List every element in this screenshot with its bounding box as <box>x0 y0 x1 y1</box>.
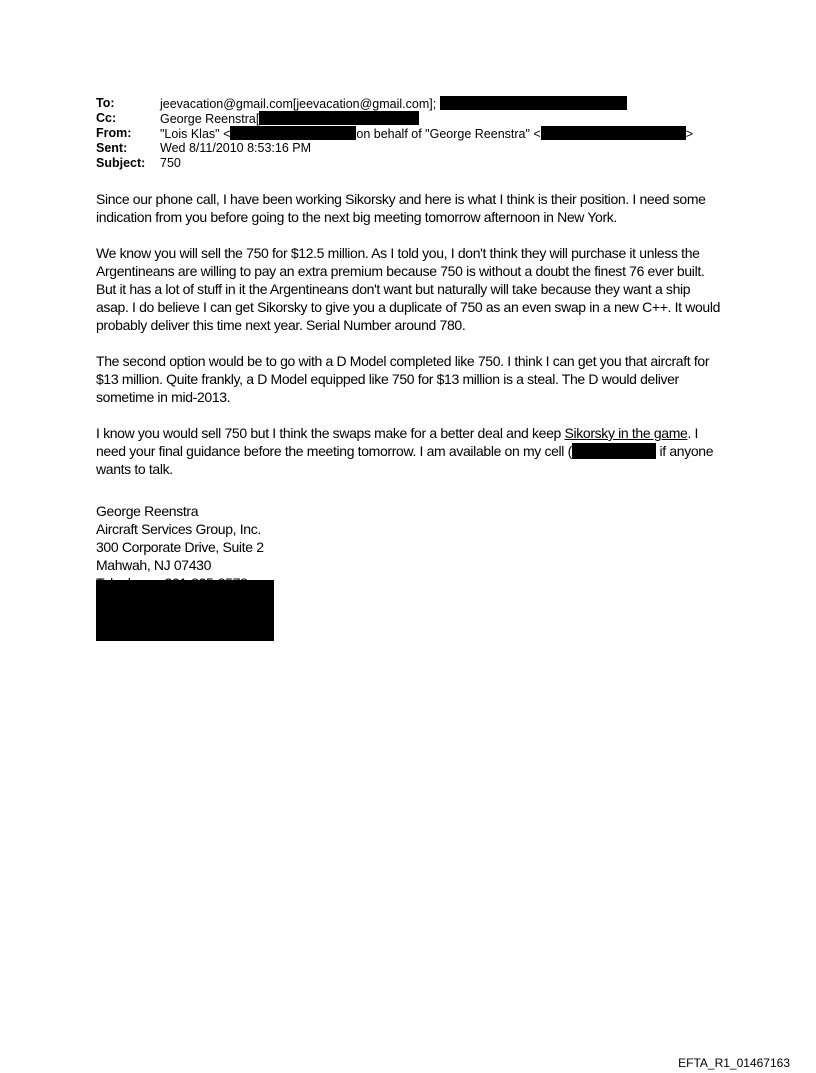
redaction-bar <box>259 111 419 125</box>
from-behalf: on behalf of "George Reenstra" < <box>356 127 541 141</box>
redaction-bar <box>572 443 656 459</box>
sent-value: Wed 8/11/2010 8:53:16 PM <box>160 141 312 155</box>
body-paragraph-4 <box>96 424 721 478</box>
cc-label: Cc: <box>96 111 117 125</box>
signature-name: George Reenstra <box>96 503 199 519</box>
cc-row <box>96 111 736 126</box>
body-text: . I need your final guidance before the meeting tomorrow. I am available on my cell ( <box>96 425 699 459</box>
from-row <box>96 126 736 141</box>
to-row <box>96 96 736 111</box>
sent-row <box>96 141 736 156</box>
email-body <box>96 190 721 496</box>
signature-company: Aircraft Services Group, Inc. <box>96 521 261 537</box>
from-label: From: <box>96 126 132 140</box>
signature-address-1: 300 Corporate Drive, Suite 2 <box>96 539 264 555</box>
body-paragraph-1: Since our phone call, I have been working Sikorsky and here is what I think is their position. I need some indication from you before going to the next big meeting tomorrow afternoon in New York. <box>96 191 706 225</box>
cc-value <box>160 111 419 127</box>
subject-row <box>96 156 736 171</box>
redaction-bar <box>230 126 356 140</box>
from-sender: "Lois Klas" < <box>160 127 231 141</box>
redaction-bar <box>440 96 627 110</box>
signature-address-2: Mahwah, NJ 07430 <box>96 557 212 573</box>
signature-block <box>96 502 396 574</box>
from-value <box>160 126 693 142</box>
to-value <box>160 96 627 112</box>
body-text: if anyone wants to talk. <box>96 443 714 477</box>
email-header <box>96 96 736 171</box>
from-close: > <box>685 127 694 141</box>
subject-label: Subject: <box>96 156 146 170</box>
body-text: I know you would sell 750 but I think the swaps make for a better deal and keep <box>96 425 565 441</box>
redaction-block <box>96 580 274 641</box>
body-paragraph-3: The second option would be to go with a D Model completed like 750. I think I can get you that aircraft for $13 million. Quite frankly, a D Model equipped like 750 for $13 million is a steal. The D would deliver sometime in mid-2013. <box>96 353 710 405</box>
body-paragraph-2: We know you will sell the 750 for $12.5 million. As I told you, I don't think they will purchase it unless the Argentineans are willing to pay an extra premium because 750 is without a doubt the finest 76 ever built. But it has a lot of stuff in it the Argentineans don't want but naturally will take because they want a ship asap. I do believe I can get Sikorsky to give you a duplicate of 750 as an even swap in a new C++. It would probably deliver this time next year. Serial Number around 780. <box>96 245 721 333</box>
sent-label: Sent: <box>96 141 128 155</box>
redaction-bar <box>541 126 686 140</box>
underlined-text: Sikorsky in the game <box>564 425 688 441</box>
to-address: jeevacation@gmail.com[jeevacation@gmail.com]; <box>160 97 437 111</box>
subject-value: 750 <box>160 156 181 170</box>
to-label: To: <box>96 96 115 110</box>
cc-name: George Reenstra[ <box>160 112 260 126</box>
document-id: EFTA_R1_01467163 <box>678 1056 790 1070</box>
